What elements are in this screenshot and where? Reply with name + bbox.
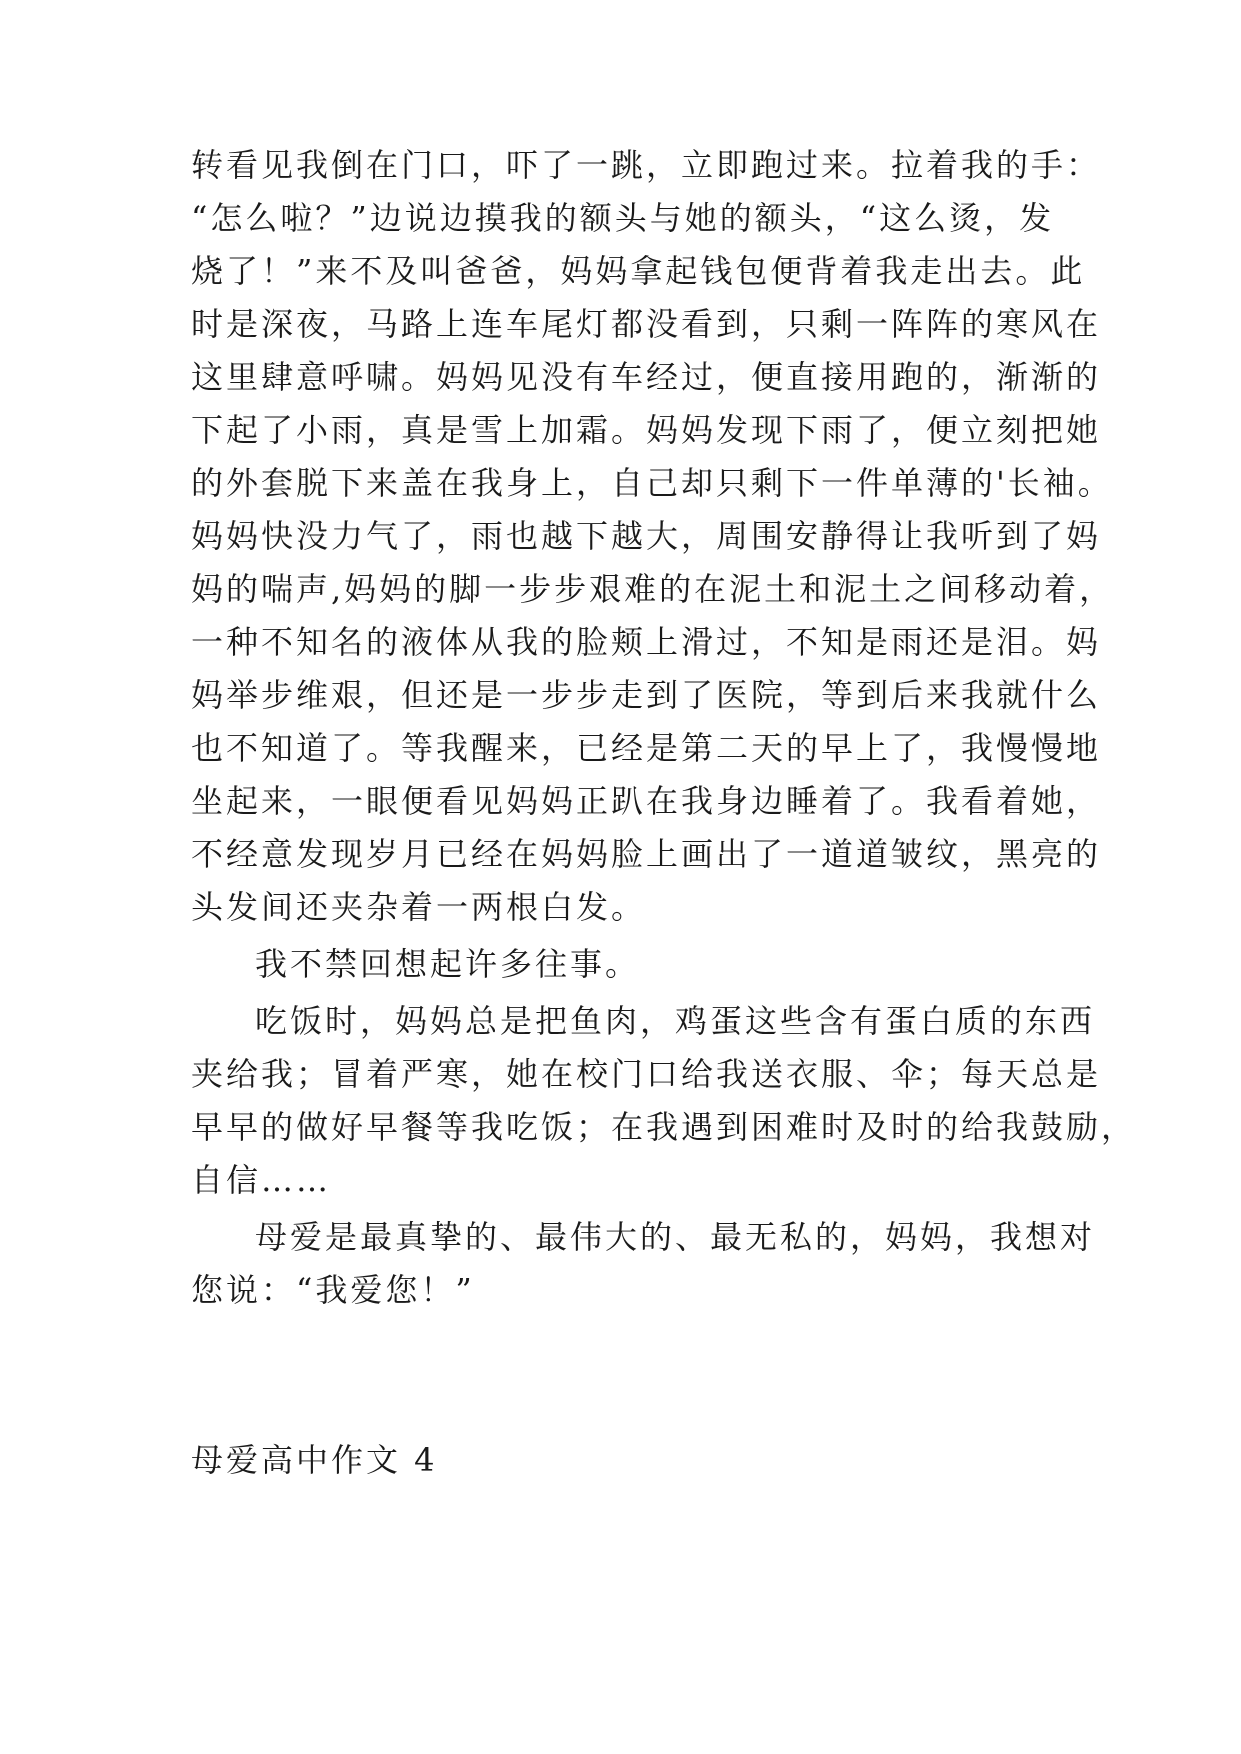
essay-line: “怎么啦？”边说边摸我的额头与她的额头，“这么烫，发 (191, 199, 1055, 237)
essay-line: 的外套脱下来盖在我身上，自己却只剩下一件单薄的'长袖。 (191, 464, 1113, 502)
essay-line: 早早的做好早餐等我吃饭；在我遇到困难时及时的给我鼓励， (191, 1108, 1137, 1146)
essay-line: 妈举步维艰，但还是一步步走到了医院，等到后来我就什么 (191, 676, 1102, 714)
essay-line: 这里肆意呼啸。妈妈见没有车经过，便直接用跑的，渐渐的 (191, 358, 1102, 396)
essay-line: 烧了！”来不及叫爸爸，妈妈拿起钱包便背着我走出去。此 (191, 252, 1086, 290)
essay-line: 您说：“我爱您！” (191, 1271, 475, 1309)
essay-line: 头发间还夹杂着一两根白发。 (191, 888, 647, 926)
essay-line: 也不知道了。等我醒来，已经是第二天的早上了，我慢慢地 (191, 729, 1102, 767)
essay-line: 一种不知名的液体从我的脸颊上滑过，不知是雨还是泪。妈 (191, 623, 1102, 661)
section-heading: 母爱高中作文 4 (191, 1441, 438, 1479)
essay-line: 时是深夜，马路上连车尾灯都没看到，只剩一阵阵的寒风在 (191, 305, 1102, 343)
essay-line: 自信…… (191, 1161, 332, 1199)
essay-line: 不经意发现岁月已经在妈妈脸上画出了一道道皱纹，黑亮的 (191, 835, 1102, 873)
essay-line: 妈妈快没力气了，雨也越下越大，周围安静得让我听到了妈 (191, 517, 1102, 555)
essay-line: 坐起来，一眼便看见妈妈正趴在我身边睡着了。我看着她， (191, 782, 1102, 820)
essay-line: 下起了小雨，真是雪上加霜。妈妈发现下雨了，便立刻把她 (191, 411, 1102, 449)
essay-line: 妈的喘声,妈妈的脚一步步艰难的在泥土和泥土之间移动着， (191, 570, 1115, 608)
paragraph-first-line: 我不禁回想起许多往事。 (255, 945, 641, 983)
paragraph-first-line: 吃饭时，妈妈总是把鱼肉，鸡蛋这些含有蛋白质的东西 (255, 1002, 1096, 1040)
essay-line: 转看见我倒在门口，吓了一跳，立即跑过来。拉着我的手： (191, 146, 1102, 184)
paragraph-first-line: 母爱是最真挚的、最伟大的、最无私的，妈妈，我想对 (255, 1218, 1096, 1256)
essay-line: 夹给我；冒着严寒，她在校门口给我送衣服、伞；每天总是 (191, 1055, 1102, 1093)
